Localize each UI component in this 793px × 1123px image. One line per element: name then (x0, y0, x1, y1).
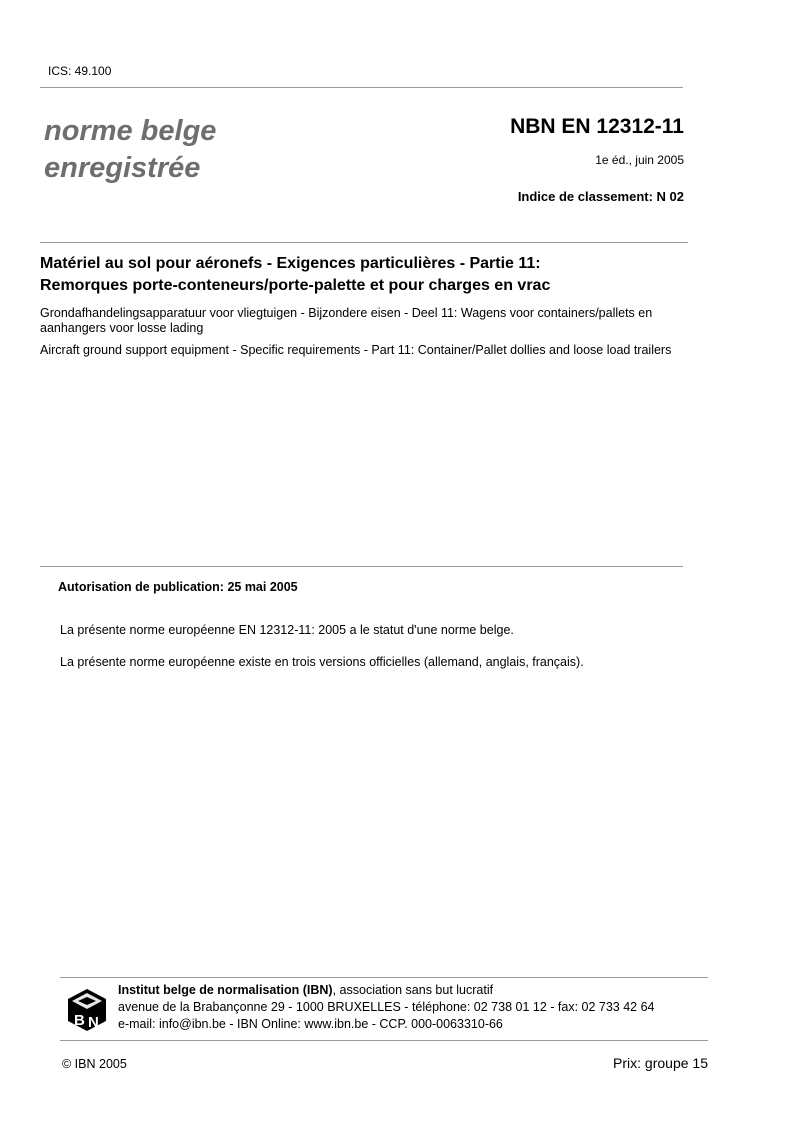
publication-divider (40, 566, 683, 567)
versions-paragraph: La présente norme européenne existe en trois versions officielles (allemand, anglais, français). (60, 655, 584, 669)
svg-text:B: B (74, 1012, 85, 1029)
status-paragraph: La présente norme européenne EN 12312-11: 2005 a le statut d'une norme belge. (60, 623, 514, 637)
brand-title (44, 113, 216, 187)
institute-name: Institut belge de normalisation (IBN) (118, 983, 333, 997)
ics-code: ICS: 49.100 (48, 64, 112, 78)
classification-index: Indice de classement: N 02 (517, 189, 684, 204)
title-english: Aircraft ground support equipment - Specific requirements - Part 11: Container/Pallet dollies and loose load trailers (40, 343, 672, 357)
footer-top-divider (60, 977, 708, 978)
title-french-line-2: Remorques porte-conteneurs/porte-palette et pour charges en vrac (40, 277, 551, 294)
price-group: Prix: groupe 15 (613, 1055, 708, 1071)
institute-address: avenue de la Brabançonne 29 - 1000 BRUXELLES - téléphone: 02 738 01 12 - fax: 02 733 42 64 (118, 1000, 655, 1014)
institute-line (118, 982, 655, 999)
institute-info (118, 982, 655, 1033)
title-french (40, 253, 680, 297)
footer-bottom-divider (60, 1040, 708, 1041)
standard-number: NBN EN 12312-11 (510, 115, 684, 138)
title-french-line-1: Matériel au sol pour aéronefs - Exigences particulières - Partie 11: (40, 255, 541, 272)
brand-line-1: norme belge (44, 115, 217, 147)
brand-line-2: enregistrée (44, 152, 201, 184)
top-divider (40, 87, 683, 88)
institute-contact: e-mail: info@ibn.be - IBN Online: www.ibn.be - CCP. 000-0063310-66 (118, 1017, 503, 1031)
publication-authorization: Autorisation de publication: 25 mai 2005 (58, 580, 298, 594)
edition-date: 1e éd., juin 2005 (595, 153, 684, 167)
title-divider (40, 242, 688, 243)
ibn-logo-icon (66, 987, 108, 1033)
copyright: © IBN 2005 (62, 1057, 127, 1071)
title-dutch: Grondafhandelingsapparatuur voor vliegtuigen - Bijzondere eisen - Deel 11: Wagens voor containers/pallets en aanhangers voor losse lading (40, 306, 653, 335)
institute-suffix: , association sans but lucratif (332, 983, 494, 997)
svg-text:N: N (88, 1014, 99, 1031)
